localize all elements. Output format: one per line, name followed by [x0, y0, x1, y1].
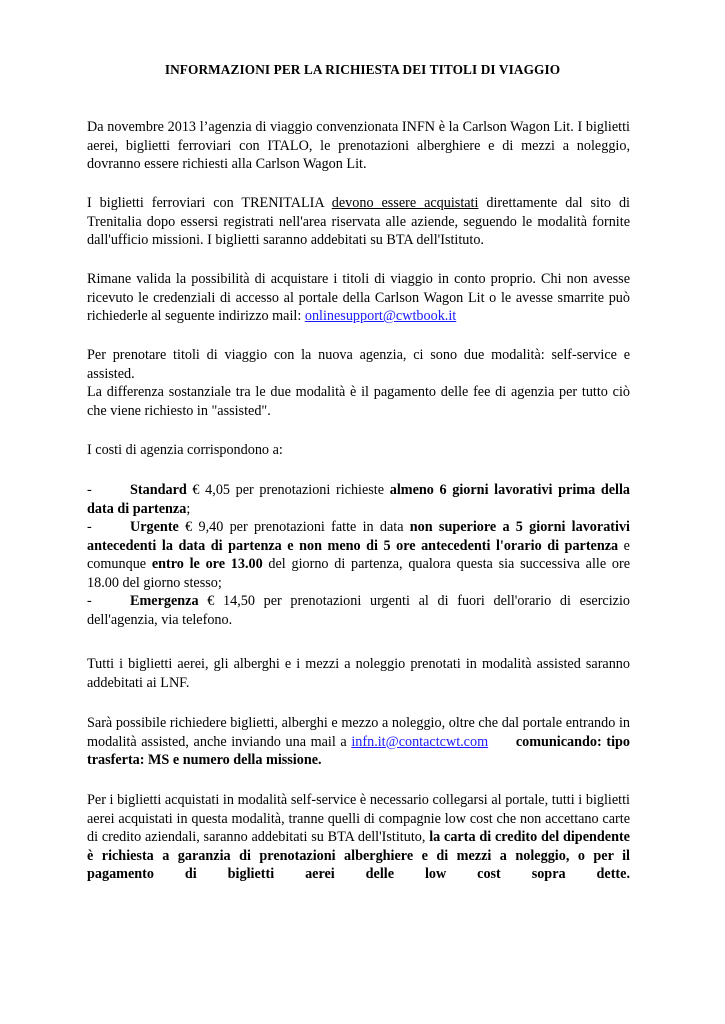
modalities-line1: Per prenotare titoli di viaggio con la nuova agenzia, ci sono due modalità: self-service e assisted.: [87, 347, 630, 382]
self-service-credit-card: la carta di credito del dipendente è richiesta a garanzia di prenotazioni alberghiere e di mezzi a noleggio, o per il pagamento di biglietti aerei delle low cost sopra dette.: [87, 829, 630, 882]
own-purchase-text: Rimane valida la possibilità di acquistare i titoli di viaggio in conto proprio. Chi non avesse ricevuto le credenziali di accesso al portale della Carlson Wagon Lit o le avesse smarrite può richiederle al seguente indirizzo mail:: [87, 271, 630, 324]
cost-dash: -: [87, 482, 92, 498]
cost-condition-standard: almeno 6 giorni lavorativi prima della data di partenza: [87, 482, 630, 517]
cost-name-emergenza: Emergenza: [130, 593, 199, 609]
assisted-mail-text: Sarà possibile richiedere biglietti, alberghi e mezzo a noleggio, oltre che dal portale entrando in modalità assisted, anche inviando una mail a: [87, 715, 630, 750]
cost-name-standard: Standard: [130, 482, 187, 498]
modalities-line2: La differenza sostanziale tra le due modalità è il pagamento delle fee di agenzia per tutto ciò che viene richiesto in "assisted".: [87, 384, 630, 419]
cost-list: [87, 481, 630, 629]
cost-price-urgente: € 9,40 per prenotazioni fatte in data: [178, 519, 410, 535]
paragraph-assisted-mail: [87, 714, 630, 770]
page-title: INFORMAZIONI PER LA RICHIESTA DEI TITOLI DI VIAGGIO: [164, 62, 561, 77]
assisted-mail-instructions: comunicando: tipo trasferta: MS e numero della missione.: [87, 733, 630, 768]
paragraph-modalities: [87, 346, 630, 420]
cost-dash: -: [87, 519, 92, 535]
cost-deadline-urgente: entro le ore 13.00: [151, 556, 263, 572]
cost-item-urgente: - Urgente € 9,40 per prenotazioni fatte in data non superiore a 5 giorni lavorativi antecedenti la data di partenza e non meno di 5 ore antecedenti l'orario di partenza e comunque entro le ore 13.00 del giorno di partenza, qualora questa sia successiva alle ore 18.00 del giorno stesso;: [87, 519, 631, 591]
paragraph-costs-intro: [87, 441, 630, 460]
self-service-text: Per i biglietti acquistati in modalità self-service è necessario collegarsi al portale, tutti i biglietti aerei acquistati in questa modalità, tranne quelli di compagnie low cost che non accettano carte di credito aziendali, saranno addebitati su BTA dell'Istituto,: [87, 792, 630, 845]
cost-price-emergenza: € 14,50 per prenotazioni urgenti al di fuori dell'orario di esercizio dell'agenzia, via telefono.: [87, 593, 630, 628]
cost-item-standard: - Standard € 4,05 per prenotazioni richieste almeno 6 giorni lavorativi prima della data di partenza;: [87, 482, 630, 517]
cost-price-standard: € 4,05 per prenotazioni richieste: [186, 482, 390, 498]
cost-condition-urgente: non superiore a 5 giorni lavorativi antecedenti la data di partenza e non meno di 5 ore antecedenti l'orario di partenza: [87, 519, 630, 554]
support-email-link[interactable]: onlinesupport@cwtbook.it: [304, 308, 457, 324]
cost-name-urgente: Urgente: [130, 519, 179, 535]
paragraph-trenitalia: [87, 194, 630, 250]
cost-dash: -: [87, 593, 92, 609]
paragraph-self-service: [87, 791, 630, 884]
paragraph-agency-text: Da novembre 2013 l’agenzia di viaggio convenzionata INFN è la Carlson Wagon Lit. I biglietti aerei, biglietti ferroviari con ITALO, le prenotazioni alberghiere e di mezzi a noleggio, dovranno essere richiesti alla Carlson Wagon Lit.: [87, 119, 630, 172]
contact-email-link[interactable]: infn.it@contactcwt.com: [351, 733, 489, 750]
trenitalia-underlined: devono essere acquistati: [331, 195, 479, 211]
paragraph-agency: [87, 118, 630, 174]
costs-intro-text: I costi di agenzia corrispondono a:: [87, 442, 283, 458]
paragraph-own-purchase: [87, 270, 630, 326]
trenitalia-text-start: I biglietti ferroviari con TRENITALIA: [87, 195, 332, 211]
paragraph-lnf: [87, 655, 630, 692]
cost-item-emergenza: [87, 592, 630, 629]
lnf-text: Tutti i biglietti aerei, gli alberghi e i mezzi a noleggio prenotati in modalità assisted saranno addebitati ai LNF.: [87, 656, 630, 691]
trenitalia-text-end: direttamente dal sito di Trenitalia dopo essersi registrati nell'area riservata alle aziende, seguendo le modalità fornite dall'ufficio missioni. I biglietti saranno addebitati su BTA dell'Istituto.: [87, 195, 630, 248]
